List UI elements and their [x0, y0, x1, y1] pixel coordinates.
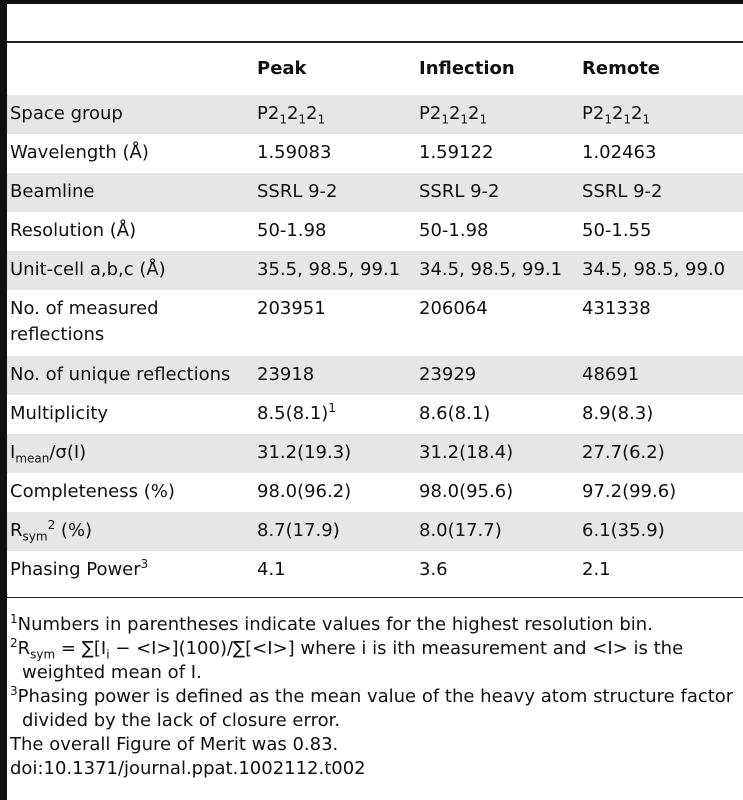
cell-peak: 35.5, 98.5, 99.1 — [257, 259, 401, 280]
row-label: Multiplicity — [10, 403, 109, 424]
row-label: $R_{sym}^2$ (%) — [10, 518, 93, 544]
row-label: No. of measured reflections — [10, 298, 159, 345]
cell-remote: 1.02463 — [582, 142, 657, 163]
table-row — [7, 434, 743, 473]
cell-peak: 23918 — [257, 364, 315, 385]
cell-inflection: $P2_12_12_1$ — [419, 103, 488, 127]
row-label: $I_{mean}/\sigma(I)$ — [10, 442, 87, 466]
row-label: Space group — [10, 103, 123, 124]
table-row — [7, 212, 743, 251]
top-rule — [7, 0, 743, 4]
cell-inflection: 206064 — [419, 298, 488, 319]
cell-remote: 34.5, 98.5, 99.0 — [582, 259, 726, 280]
row-label: Beamline — [10, 181, 95, 202]
cell-remote: 6.1(35.9) — [582, 520, 665, 541]
table-row — [7, 395, 743, 434]
cell-peak: 31.2(19.3) — [257, 442, 352, 463]
table-row — [7, 95, 743, 134]
table-row — [7, 551, 743, 590]
cell-peak: $8.5(8.1)^1$ — [257, 401, 336, 424]
footnote-3: $^3$Phasing power is defined as the mean value of the heavy atom structure factor divided by the lack of closure error. — [10, 684, 734, 731]
left-border — [0, 0, 7, 800]
cell-remote: 27.7(6.2) — [582, 442, 665, 463]
cell-inflection: 8.6(8.1) — [419, 403, 491, 424]
cell-remote: 48691 — [582, 364, 640, 385]
cell-inflection: 34.5, 98.5, 99.1 — [419, 259, 563, 280]
cell-remote: 97.2(99.6) — [582, 481, 677, 502]
cell-remote: $P2_12_12_1$ — [582, 103, 651, 127]
cell-inflection: 31.2(18.4) — [419, 442, 514, 463]
header-label-column — [7, 43, 254, 95]
header-peak: Peak — [254, 43, 416, 95]
row-label: Completeness (%) — [10, 481, 175, 502]
header-row — [7, 43, 743, 95]
footnote-2: $^2R_{sym} = \sum[I_i - <I>](100)/\sum[<I>]$ where i is ith measurement and <I> is the weighted mean of I. — [10, 636, 684, 683]
cell-peak: 50-1.98 — [257, 220, 327, 241]
cell-peak: SSRL 9-2 — [257, 181, 338, 202]
cell-peak: 8.7(17.9) — [257, 520, 340, 541]
cell-remote: 2.1 — [582, 559, 611, 580]
cell-remote: 431338 — [582, 298, 651, 319]
row-label: Unit-cell a,b,c (Å) — [10, 259, 166, 280]
table-row — [7, 173, 743, 212]
table-row — [7, 134, 743, 173]
footnotes — [10, 613, 740, 781]
cell-peak: 1.59083 — [257, 142, 332, 163]
table-row — [7, 356, 743, 395]
cell-peak: 4.1 — [257, 559, 286, 580]
cell-remote: 50-1.55 — [582, 220, 652, 241]
row-label: No. of unique reflections — [10, 364, 231, 385]
cell-remote: SSRL 9-2 — [582, 181, 663, 202]
header-inflection: Inflection — [416, 43, 579, 95]
cell-inflection: 98.0(95.6) — [419, 481, 514, 502]
cell-inflection: 3.6 — [419, 559, 448, 580]
cell-peak: 203951 — [257, 298, 326, 319]
data-table — [7, 43, 743, 590]
row-label: Resolution (Å) — [10, 220, 137, 241]
cell-inflection: 50-1.98 — [419, 220, 489, 241]
table-row — [7, 473, 743, 512]
cell-inflection: 1.59122 — [419, 142, 494, 163]
header-remote: Remote — [579, 43, 743, 95]
cell-inflection: 23929 — [419, 364, 477, 385]
bottom-rule — [7, 597, 743, 598]
table-row — [7, 290, 743, 356]
cell-peak: 98.0(96.2) — [257, 481, 352, 502]
row-label: Wavelength (Å) — [10, 142, 149, 163]
cell-inflection: SSRL 9-2 — [419, 181, 500, 202]
doi-link[interactable]: doi:10.1371/journal.ppat.1002112.t002 — [10, 758, 366, 779]
footnote-1: $^1$Numbers in parentheses indicate values for the highest resolution bin. — [10, 612, 653, 635]
figure-of-merit-note: The overall Figure of Merit was 0.83. — [10, 734, 339, 755]
cell-remote: 8.9(8.3) — [582, 403, 654, 424]
table-row — [7, 251, 743, 290]
cell-peak: $P2_12_12_1$ — [257, 103, 326, 127]
cell-inflection: 8.0(17.7) — [419, 520, 502, 541]
row-label: Phasing Power$^3$ — [10, 557, 149, 580]
table-row — [7, 512, 743, 551]
